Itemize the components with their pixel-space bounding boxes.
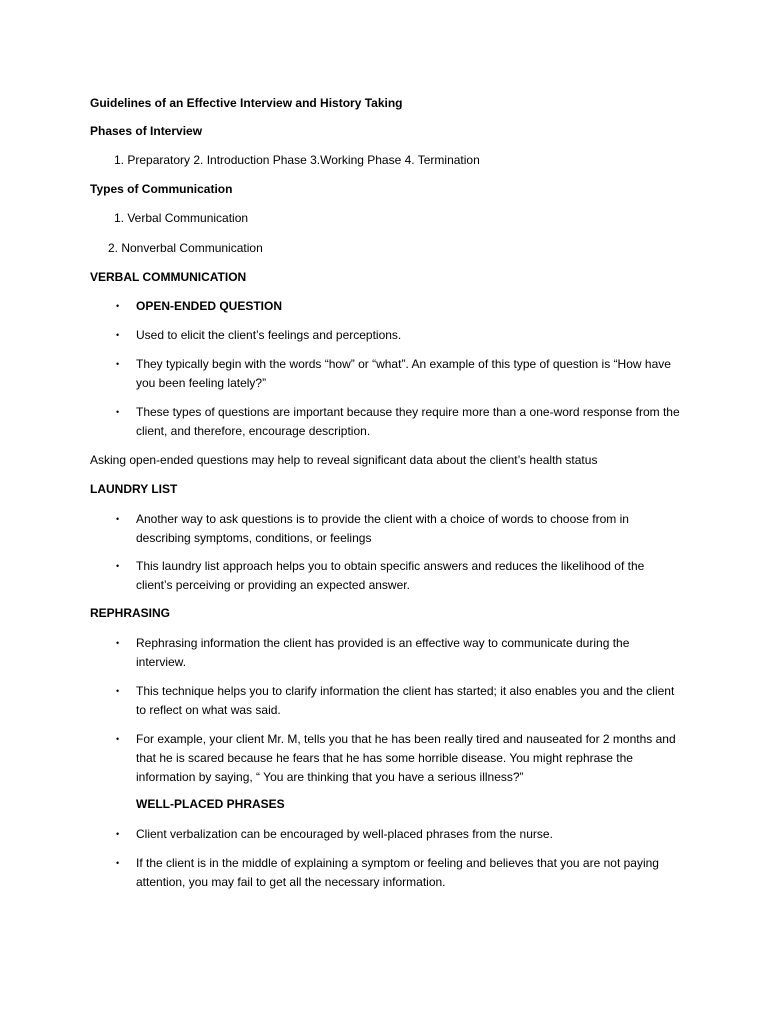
verbal-bullet-how-what: They typically begin with the words “how” or “what”. An example of this type of question is “How have you been feeling lately?”	[136, 357, 671, 390]
types-item-nonverbal: 2. Nonverbal Communication	[108, 241, 263, 255]
laundry-list-heading: LAUNDRY LIST	[90, 482, 178, 496]
laundry-bullet-choice: Another way to ask questions is to provide the client with a choice of words to choose from in describing symptoms, conditions, or feelings	[136, 512, 629, 545]
open-ended-note: Asking open-ended questions may help to reveal significant data about the client’s health status	[90, 453, 598, 467]
phases-list: 1. Preparatory 2. Introduction Phase 3.Working Phase 4. Termination	[114, 153, 480, 167]
bullet-icon: •	[116, 858, 120, 868]
rephrasing-bullet-effective: Rephrasing information the client has provided is an effective way to communicate during the interview.	[136, 636, 630, 669]
bullet-icon: •	[116, 734, 120, 744]
bullet-icon: •	[116, 829, 120, 839]
bullet-icon: •	[116, 638, 120, 648]
rephrasing-bullet-clarify: This technique helps you to clarify information the client has started; it also enables you and the client to reflect on what was said.	[136, 684, 675, 717]
well-placed-phrases-heading: WELL-PLACED PHRASES	[136, 797, 285, 811]
verbal-bullet-importance: These types of questions are important because they require more than a one-word response from the client, and therefore, encourage description.	[136, 405, 680, 438]
bullet-icon: •	[116, 301, 120, 311]
bullet-icon: •	[116, 330, 120, 340]
types-heading: Types of Communication	[90, 182, 233, 196]
bullet-icon: •	[116, 686, 120, 696]
wellplaced-bullet-attention: If the client is in the middle of explaining a symptom or feeling and believes that you are not paying attention, you may fail to get all the necessary information.	[136, 856, 659, 889]
verbal-bullet-elicit: Used to elicit the client’s feelings and perceptions.	[136, 328, 402, 342]
bullet-icon: •	[116, 407, 120, 417]
types-item-verbal: 1. Verbal Communication	[114, 211, 249, 225]
verbal-heading: VERBAL COMMUNICATION	[90, 270, 247, 284]
phases-heading: Phases of Interview	[90, 124, 203, 138]
bullet-icon: •	[116, 561, 120, 571]
bullet-icon: •	[116, 359, 120, 369]
document-title: Guidelines of an Effective Interview and History Taking	[90, 96, 403, 110]
bullet-icon: •	[116, 514, 120, 524]
rephrasing-bullet-example: For example, your client Mr. M, tells you that he has been really tired and nauseated for 2 months and that he is scared because he fears that he has some horrible disease. You might rephrase the information by saying, “ You are thinking that you have a serious illness?”	[136, 732, 676, 784]
wellplaced-bullet-encourage: Client verbalization can be encouraged by well-placed phrases from the nurse.	[136, 827, 553, 841]
laundry-bullet-approach: This laundry list approach helps you to obtain specific answers and reduces the likelihood of the client’s perceiving or providing an expected answer.	[136, 559, 645, 592]
open-ended-question-label: OPEN-ENDED QUESTION	[136, 299, 283, 313]
rephrasing-heading: REPHRASING	[90, 606, 171, 620]
